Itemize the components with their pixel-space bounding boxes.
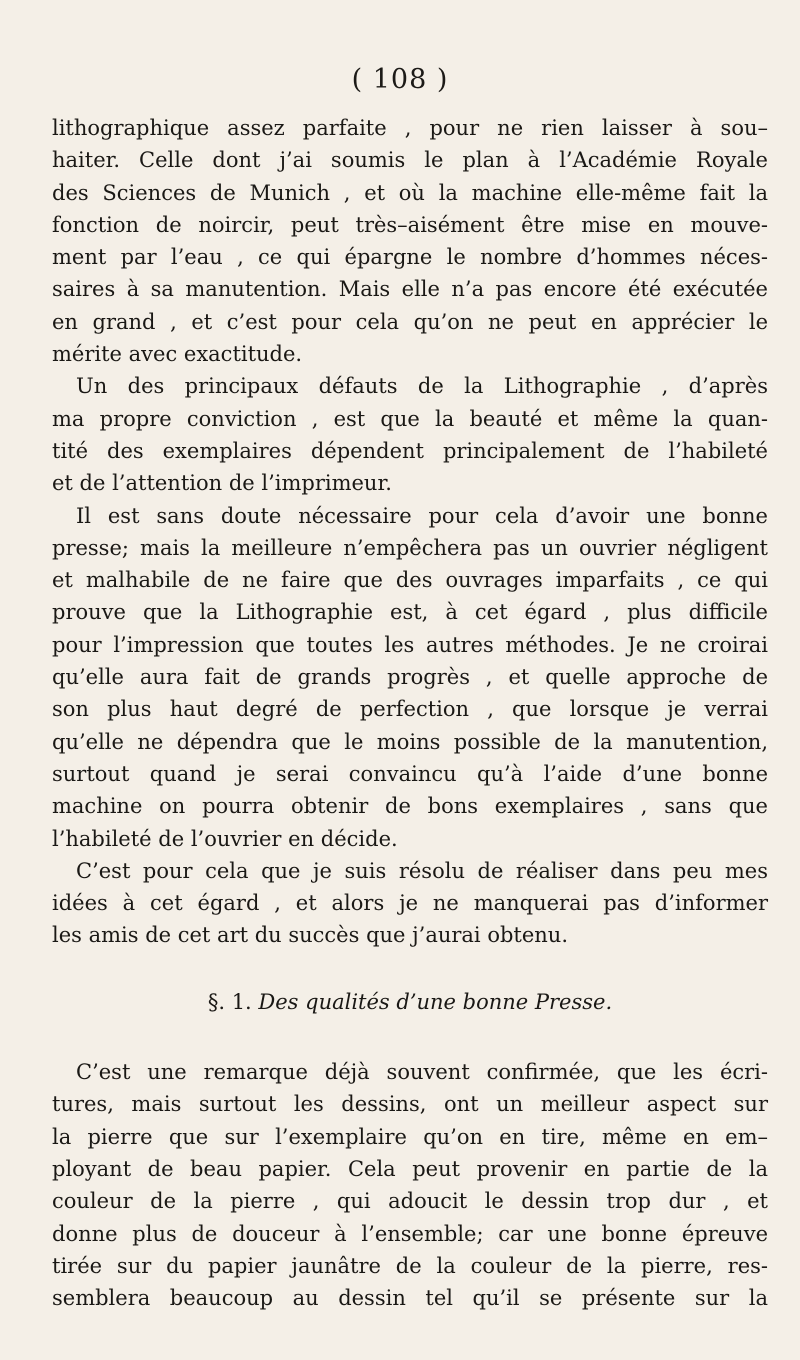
text-line: en grand , et c’est pour cela qu’on ne peut en apprécier le <box>52 309 768 334</box>
text-line: Un des principaux défauts de la Lithographie , d’après <box>76 374 768 399</box>
text-line: saires à sa manutention. Mais elle n’a pas encore été exécutée <box>52 277 768 302</box>
paragraph <box>52 1056 768 1314</box>
paragraph <box>52 855 768 952</box>
text-line: l’habileté de l’ouvrier en décide. <box>52 826 398 851</box>
text-line: qu’elle ne dépendra que le moins possible de la manutention, <box>52 729 768 754</box>
paragraph <box>52 500 768 855</box>
text-line: haiter. Celle dont j’ai soumis le plan à l’Académie Royale <box>52 148 768 173</box>
text-line: C’est une remarque déjà souvent confirmée, que les écri- <box>76 1060 768 1085</box>
text-line: ma propre conviction , est que la beauté et même la quan- <box>52 406 768 431</box>
text-line: les amis de cet art du succès que j’aurai obtenu. <box>52 923 568 948</box>
text-line: presse; mais la meilleure n’empêchera pas un ouvrier négligent <box>52 535 768 560</box>
text-line: mérite avec exactitude. <box>52 342 303 367</box>
text-line: donne plus de douceur à l’ensemble; car une bonne épreuve <box>52 1221 768 1246</box>
text-line: pour l’impression que toutes les autres méthodes. Je ne croirai <box>52 632 768 657</box>
text-line: machine on pourra obtenir de bons exemplaires , sans que <box>52 794 768 819</box>
text-line: des Sciences de Munich , et où la machine elle-même fait la <box>52 180 768 205</box>
text-line: tirée sur du papier jaunâtre de la couleur de la pierre, res- <box>52 1253 768 1278</box>
section-number: §. 1. <box>207 989 252 1014</box>
text-line: la pierre que sur l’exemplaire qu’on en tire, même en em– <box>52 1124 768 1149</box>
text-line: tité des exemplaires dépendent principalement de l’habileté <box>52 438 768 463</box>
paragraph <box>52 112 768 370</box>
text-line: C’est pour cela que je suis résolu de réaliser dans peu mes <box>76 858 768 883</box>
text-line: son plus haut degré de perfection , que lorsque je verrai <box>52 697 768 722</box>
page-number: ( 108 ) <box>351 64 449 95</box>
text-line: Il est sans doute nécessaire pour cela d’avoir une bonne <box>76 503 768 528</box>
body-text <box>52 112 768 1314</box>
text-line: lithographique assez parfaite , pour ne rien laisser à sou– <box>52 116 768 140</box>
text-line: couleur de la pierre , qui adoucit le dessin trop dur , et <box>52 1189 768 1214</box>
text-line: et malhabile de ne faire que des ouvrages imparfaits , ce qui <box>52 568 768 593</box>
paragraph <box>52 370 768 499</box>
text-line: surtout quand je serai convaincu qu’à l’aide d’une bonne <box>52 761 768 786</box>
text-line: fonction de noircir, peut très–aisément être mise en mouve- <box>52 212 768 237</box>
text-line: tures, mais surtout les dessins, ont un meilleur aspect sur <box>52 1092 768 1117</box>
section-heading <box>52 986 768 1018</box>
text-line: qu’elle aura fait de grands progrès , et quelle approche de <box>52 665 768 690</box>
text-line: idées à cet égard , et alors je ne manquerai pas d’informer <box>52 891 768 916</box>
text-line: ployant de beau papier. Cela peut provenir en partie de la <box>52 1156 768 1181</box>
text-line: et de l’attention de l’imprimeur. <box>52 471 392 496</box>
text-line: ment par l’eau , ce qui épargne le nombre d’hommes néces- <box>52 245 768 270</box>
text-line: semblera beaucoup au dessin tel qu’il se présente sur la <box>52 1286 768 1311</box>
section-title: Des qualités d’une bonne Presse. <box>258 989 613 1014</box>
text-line: prouve que la Lithographie est, à cet égard , plus difficile <box>52 600 768 625</box>
